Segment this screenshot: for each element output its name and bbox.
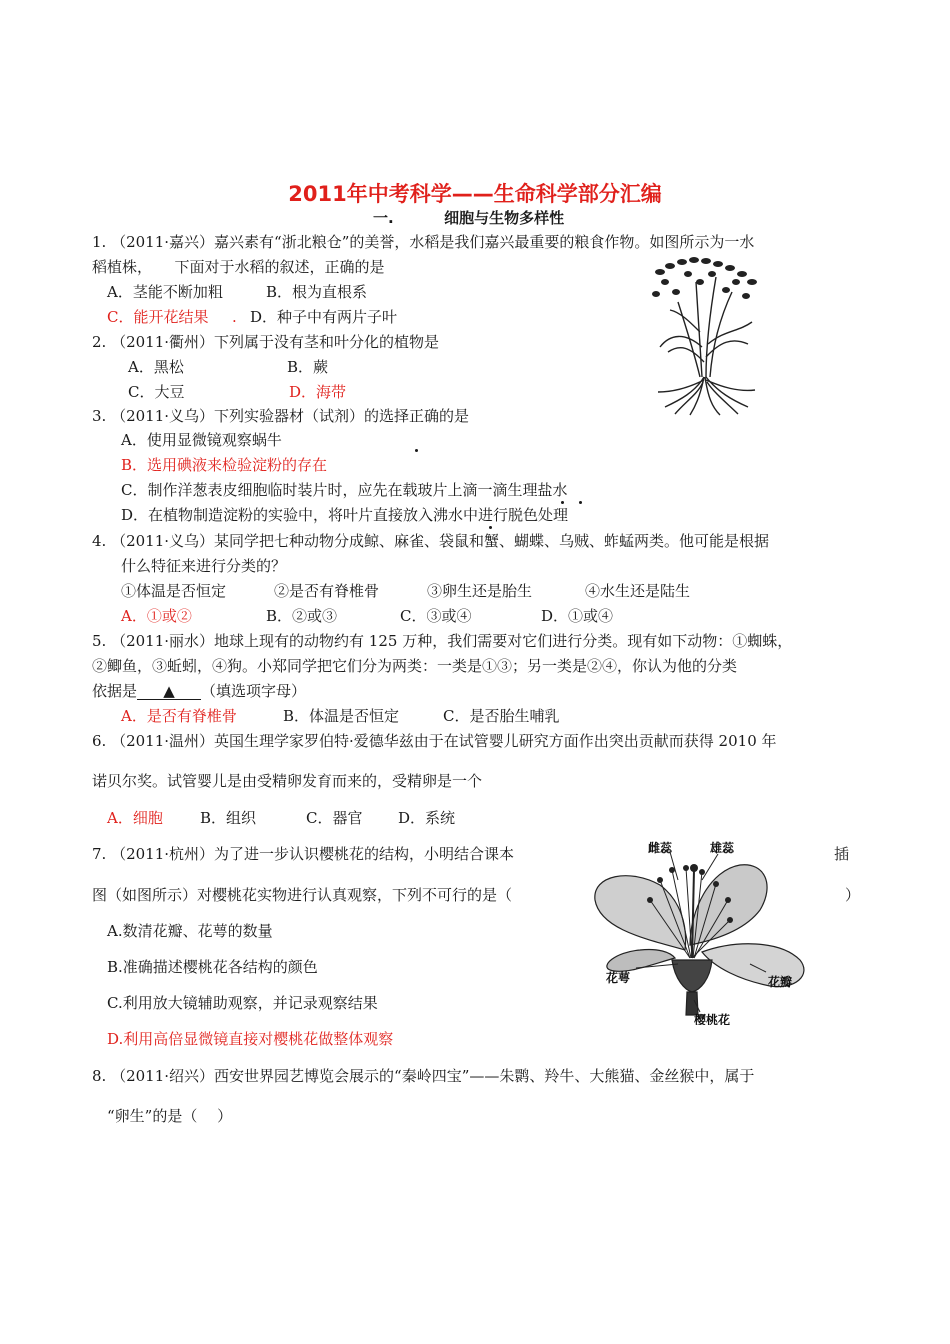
q4-stem: 4. （2011·义乌）某同学把七种动物分成鲸、麻雀、袋鼠和蟹、蝴蝶、乌贼、蚱蜢两类。他可能是根据	[92, 532, 770, 550]
answer-blank: ▲	[137, 683, 201, 700]
q7-stem: 7. （2011·杭州）为了进一步认识樱桃花的结构，小明结合课本	[92, 845, 515, 863]
q4-stem-cont: 什么特征来进行分类的？	[121, 557, 287, 575]
q8-stem: 8. （2011·绍兴）西安世界园艺博览会展示的“秦岭四宝”——朱鹮、羚牛、大熊猫、金丝猴中，属于	[92, 1067, 755, 1085]
q6-option-b: B．组织	[200, 809, 257, 827]
q2-option-c: C．大豆	[128, 383, 185, 401]
q5-stem: 5. （2011·丽水）地球上现有的动物约有 125 万种，我们需要对它们进行分类。现有如下动物：①蜘蛛，	[92, 632, 793, 650]
q5-fill-hint: （填选项字母）	[201, 682, 307, 700]
q4-option-a: A．①或②	[121, 607, 192, 625]
q1-stem: 1. （2011·嘉兴）嘉兴素有“浙北粮仓”的美誉，水稻是我们嘉兴最重要的粮食作物。如图所示为一水	[92, 233, 755, 251]
rice-plant-figure	[640, 252, 775, 417]
q1-option-a: A．茎能不断加粗	[107, 283, 223, 301]
q5-stem-end	[92, 681, 306, 701]
q5-option-a: A．是否有脊椎骨	[121, 707, 237, 725]
section-number: 一.	[373, 209, 394, 227]
q5-option-b: B．体温是否恒定	[283, 707, 400, 725]
q6-option-c: C．器官	[306, 809, 363, 827]
label-sepal: 花萼	[606, 971, 631, 985]
q3-option-c: C．制作洋葱表皮细胞临时装片时，应先在载玻片上滴一滴生理盐水	[121, 481, 568, 499]
q4-option-d: D．①或④	[541, 607, 614, 625]
q2-option-d: D．海带	[289, 383, 347, 401]
q4-criterion-3: ③卵生还是胎生	[427, 582, 533, 600]
q4-option-c: C．③或④	[400, 607, 472, 625]
q4-criterion-4: ④水生还是陆生	[585, 582, 691, 600]
q7-paren-close: ）	[845, 886, 861, 904]
q1-option-b: B．根为直根系	[266, 283, 368, 301]
q1-option-d: D．种子中有两片子叶	[250, 308, 398, 326]
q6-stem-cont: 诺贝尔奖。试管婴儿是由受精卵发育而来的，受精卵是一个	[92, 772, 483, 790]
q4-criterion-2: ②是否有脊椎骨	[274, 582, 380, 600]
q8-stem-cont: “卵生”的是（ ）	[107, 1107, 233, 1125]
q5-basis-label: 依据是	[92, 682, 138, 700]
section-name: 细胞与生物多样性	[444, 209, 565, 227]
q4-option-b: B．②或③	[266, 607, 338, 625]
q2-option-a: A．黑松	[128, 358, 184, 376]
q6-stem: 6. （2011·温州）英国生理学家罗伯特·爱德华兹由于在试管婴儿研究方面作出突出贡献而获得 2010 年	[92, 732, 777, 750]
q1-option-c: C．能开花结果	[107, 308, 209, 326]
q7-stem-cont: 图（如图所示）对樱桃花实物进行认真观察，下列不可行的是（	[92, 886, 513, 904]
q3-option-d: D．在植物制造淀粉的实验中，将叶片直接放入沸水中进行脱色处理	[121, 506, 569, 524]
q7-option-d: D.利用高倍显微镜直接对樱桃花做整体观察	[107, 1030, 394, 1048]
document-title: 2011年中考科学——生命科学部分汇编	[288, 182, 662, 206]
q7-option-a: A.数清花瓣、花萼的数量	[107, 922, 273, 940]
emphasis-dot	[489, 526, 492, 529]
q5-option-c: C．是否胎生哺乳	[443, 707, 560, 725]
emphasis-dot	[579, 501, 582, 504]
label-pistil: 雌蕊	[648, 841, 673, 855]
q5-stem-cont: ②鲫鱼，③蚯蚓，④狗。小郑同学把它们分为两类：一类是①③；另一类是②④，你认为他的分类	[92, 657, 738, 675]
q3-option-b: B．选用碘液来检验淀粉的存在	[121, 456, 328, 474]
q4-criterion-1: ①体温是否恒定	[121, 582, 227, 600]
section-heading	[373, 207, 564, 228]
q7-stem-end: 插	[834, 845, 850, 863]
q7-option-b: B.准确描述樱桃花各结构的颜色	[107, 958, 318, 976]
emphasis-dot	[415, 449, 418, 452]
q3-option-a: A．使用显微镜观察蜗牛	[121, 431, 282, 449]
q3-stem: 3. （2011·义乌）下列实验器材（试剂）的选择正确的是	[92, 407, 470, 425]
label-petal: 花瓣	[768, 975, 793, 989]
q2-option-b: B．蕨	[287, 358, 329, 376]
q7-option-c: C.利用放大镜辅助观察，并记录观察结果	[107, 994, 378, 1012]
emphasis-dot	[561, 501, 564, 504]
q1-stem-cont: 稻植株， 下面对于水稻的叙述，正确的是	[92, 258, 385, 276]
label-stamen: 雄蕊	[710, 841, 735, 855]
q6-option-d: D．系统	[398, 809, 456, 827]
q6-option-a: A．细胞	[107, 809, 163, 827]
q1-option-c-mark: .	[232, 308, 237, 326]
label-cherry-blossom: 樱桃花	[694, 1013, 731, 1025]
cherry-blossom-figure	[590, 840, 812, 1025]
q2-stem: 2. （2011·衢州）下列属于没有茎和叶分化的植物是	[92, 333, 440, 351]
